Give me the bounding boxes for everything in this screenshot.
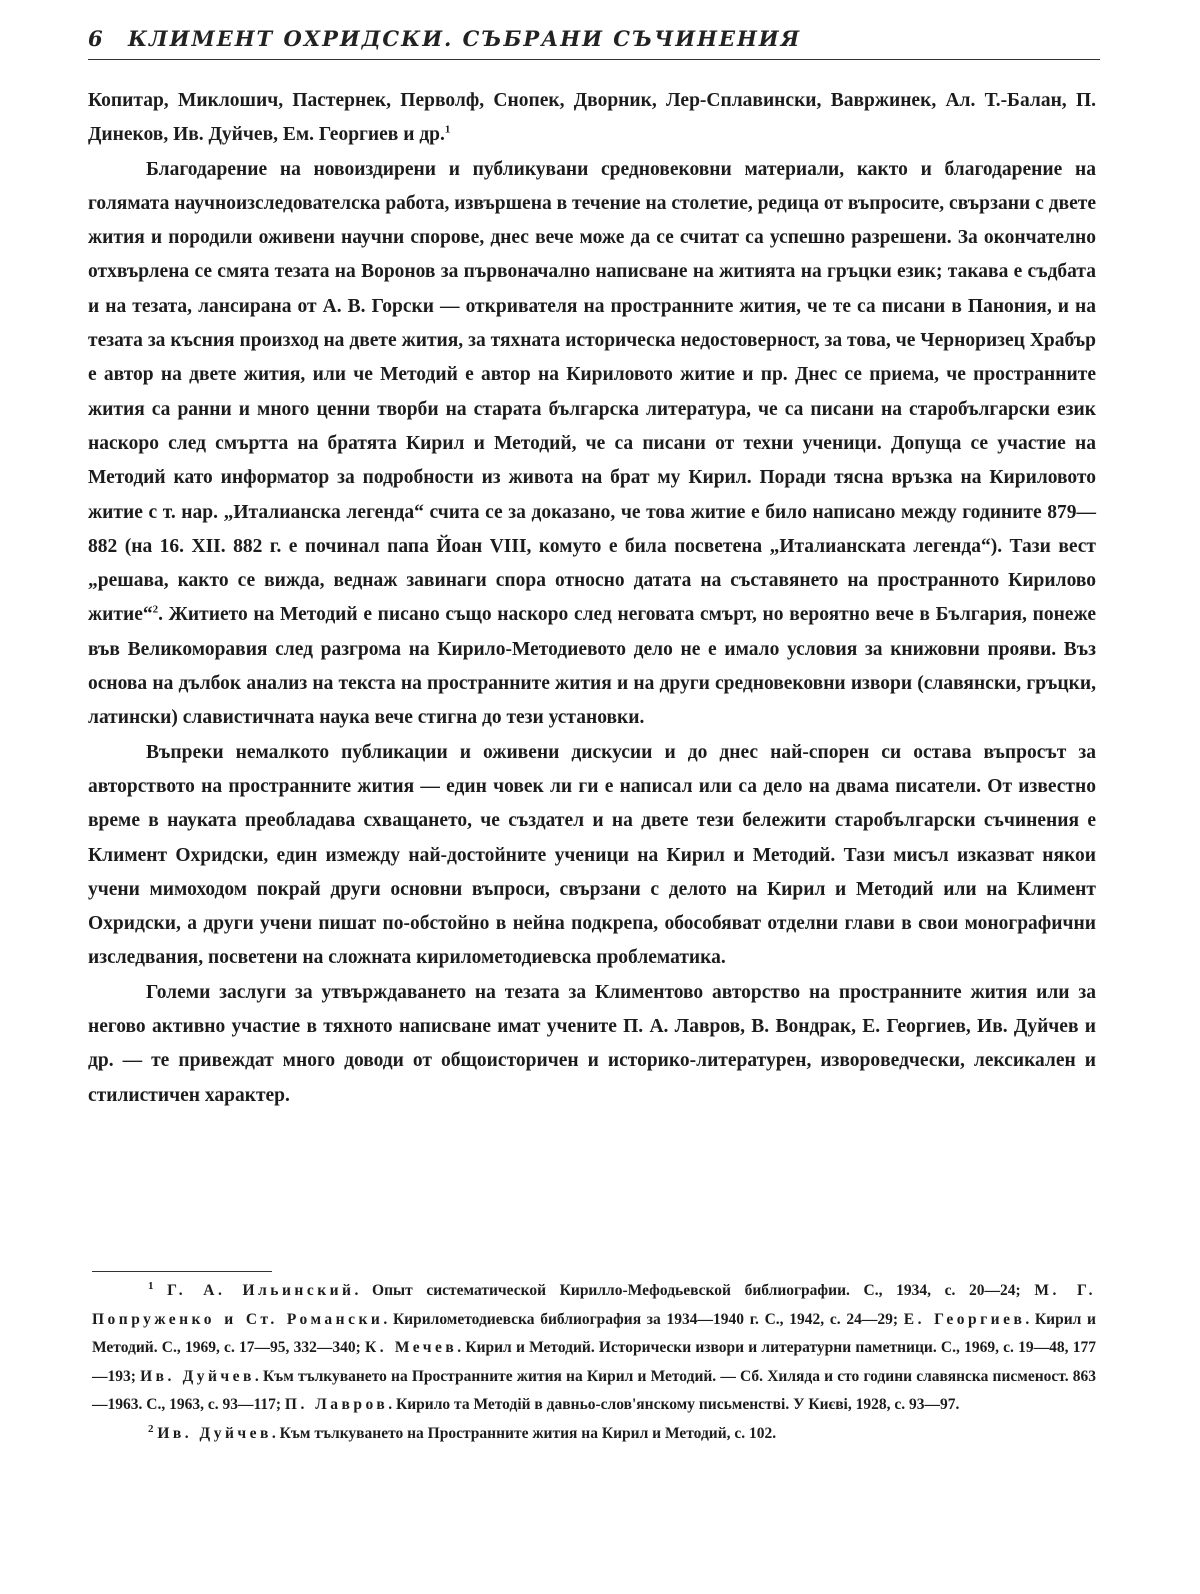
footnote-1-text-2: . Кирилометодиевска библиография за 1934—1940 г. С., 1942, с. 24—29; <box>383 1310 904 1328</box>
paragraph-1 <box>88 84 1096 153</box>
footnote-2-mark: 2 <box>148 1422 154 1435</box>
header-rule <box>88 59 1100 60</box>
page-number: 6 <box>88 26 105 51</box>
footnote-1-text-4: . Кирил и Методий. Исторически извори и литературни паметници. С., 1969, с. 19—48, 177—193; <box>92 1339 1096 1385</box>
body-text <box>88 84 1096 1113</box>
footnote-1-author-4: К. Мечев <box>365 1339 458 1356</box>
footnotes <box>92 1277 1096 1448</box>
footnote-1-text-1: . Опыт систематической Кирилло-Мефодьевской библиографии. С., 1934, с. 20—24; <box>354 1282 1035 1299</box>
paragraph-3: Въпреки немалкото публикации и оживени дискусии и до днес най-спорен си остава въпросът за авторството на пространните жития — един човек ли ги е написал или са дело на двама писатели. От известно време в науката преобладава схващането, че създател и на двете тези бележити старобългарски съчинения е Климент Охридски, един измежду най-достойните ученици на Кирил и Методий. Тази мисъл изказват някои учени мимоходом покрай други основни въпроси, свързани с делото на Кирил и Методий или на Климент Охридски, а други учени пишат по-обстойно в нейна подкрепа, обособяват отделни глави в свои монографични изследвания, посветени на сложната кирилометодиевска проблематика. <box>88 741 1096 969</box>
footnote-1-author-2: М. Г. Попруженко и Ст. Романски <box>92 1282 1096 1328</box>
footnote-2-author-1: Ив. Дуйчев <box>157 1424 272 1442</box>
footnote-2 <box>92 1420 1096 1449</box>
footnote-1-author-3: Е. Георгиев <box>903 1310 1026 1328</box>
footnote-1-author-1: Г. А. Ильинский <box>167 1282 355 1299</box>
footnote-1-text-6: . Кирило та Методій в давньо-слов'янскому письменстві. У Києві, 1928, с. 93—97. <box>388 1396 960 1413</box>
paragraph-4: Големи заслуги за утвърждаването на тезата за Климентово авторство на пространните жития или за негово активно участие в тяхното написване имат учените П. А. Лавров, В. Вондрак, Е. Георгиев, Ив. Дуйчев и др. — те привеждат много доводи от общоисторичен и историко-литературен, изворoведчески, лексикален и стилистичен характер. <box>88 981 1096 1106</box>
footnote-1-author-5: Ив. Дуйчев <box>140 1367 255 1385</box>
footnote-ref-2: 2 <box>152 603 159 616</box>
running-title: КЛИМЕНТ ОХРИДСКИ. СЪБРАНИ СЪЧИНЕНИЯ <box>127 26 802 51</box>
footnote-1-text-3: . Кирил и Методий. С., 1969, с. 17—95, 332—340; <box>92 1310 1096 1356</box>
paragraph-1-text: Копитар, Миклошич, Пастернек, Перволф, Снопек, Дворник, Лер-Сплавински, Вавржинек, Ал. Т.-Балан, П. Динеков, Ив. Дуйчев, Ем. Георгиев и др. <box>88 90 1096 146</box>
footnote-1-author-6: П. Лавров <box>284 1396 389 1413</box>
paragraph-2-text-b: . Житието на Методий е писано също наскоро след неговата смърт, но вероятно вече в България, понеже във Великоморавия след разгрома на Кирило-Методиевото дело не е имало условия за книжовни прояви. Въз основа на дълбок анализ на текста на пространните жития и на други средновековни извори (славянски, гръцки, латински) славистичната наука вече стигна до тези установки. <box>88 604 1096 729</box>
running-header <box>88 26 1100 58</box>
footnote-rule <box>92 1271 272 1272</box>
footnote-ref-1: 1 <box>444 123 451 136</box>
paragraph-2-text-a: Благодарение на новоиздирени и публикувани средновековни материали, както и благодарение на голямата научноизследователска работа, извършена в течение на столетие, редица от въпросите, свързани с двете жития и породили оживени научни спорове, днес вече може да се считат са успешно разрешени. За окончателно отхвърлена се смята тезата на Воронов за първоначално написване на житията на гръцки език; такава е съдбата и на тезата, лансирана от А. В. Горски — откривателя на пространните жития, че те са писани в Панония, и на тезата за късния произход на двете жития, за тяхната историческа недостоверност, за това, че Черноризец Храбър е автор на двете жития, или че Методий е автор на Кириловото житие и пр. Днес се приема, че пространните жития са ранни и много ценни творби на старата българска литература, че са писани на старобългарски език наскоро след смъртта на братята Кирил и Методий, че са писани от техни ученици. Допуща се участие на Методий като информатор за подробности из живота на брат му Кирил. Поради тясна връзка на Кириловото житие с т. нар. „Италианска легенда“ счита се за доказано, че това житие е било написано между годините 879—882 (на 16. XII. 882 г. е починал папа Йоан VIII, комуто е била посветена „Италианската легенда“). Тази вест „решава, както се вижда, веднаж завинаги спора относно датата на съставянето на пространното Кирилово житие“ <box>88 158 1096 626</box>
paragraph-2 <box>88 153 1096 736</box>
footnote-2-text-1: . Към тълкуването на Пространните жития на Кирил и Методий, с. 102. <box>271 1424 777 1442</box>
footnote-1 <box>92 1277 1096 1420</box>
footnote-1-text-5: . Към тълкуването на Пространните жития на Кирил и Методий. — Сб. Хиляда и сто години славянска писменост. 863—1963. С., 1963, с. 93—117; <box>92 1367 1097 1413</box>
footnote-1-mark: 1 <box>148 1279 154 1292</box>
